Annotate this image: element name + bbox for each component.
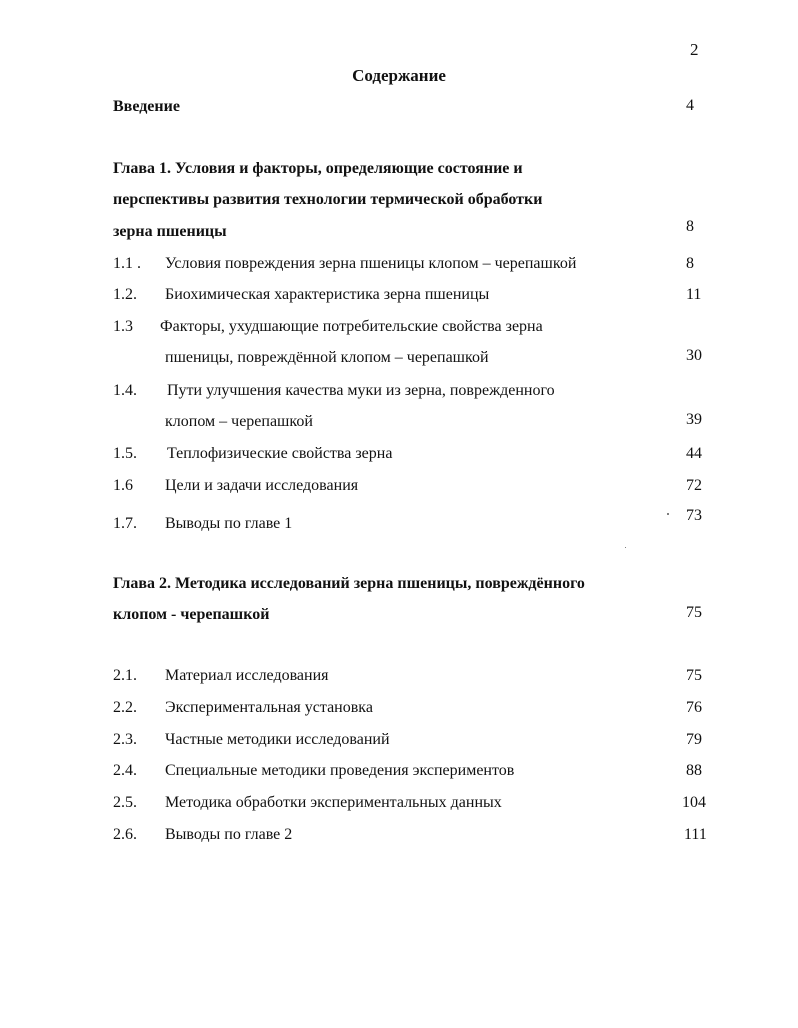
section-title: Пути улучшения качества муки из зерна, поврежденного — [167, 382, 555, 399]
section-page: 73 — [686, 507, 702, 524]
section-number: 1.4. — [113, 382, 137, 399]
section-title: Специальные методики проведения экспериментов — [165, 762, 515, 779]
section-number: 2.3. — [113, 731, 137, 748]
section-number: 2.5. — [113, 794, 137, 811]
section-page: 11 — [686, 286, 702, 303]
section-title-continuation: пшеницы, повреждённой клопом – черепашкой — [165, 349, 489, 366]
scan-speck — [625, 547, 626, 548]
section-title: Материал исследования — [165, 667, 329, 684]
chapter2-title-line: клопом - черепашкой — [113, 606, 270, 623]
section-page: 30 — [686, 347, 702, 364]
scan-speck — [667, 513, 669, 515]
section-title: Выводы по главе 2 — [165, 826, 293, 843]
page-title: Содержание — [352, 66, 446, 85]
section-title: Биохимическая характеристика зерна пшеницы — [165, 286, 490, 303]
chapter2-page: 75 — [686, 604, 702, 621]
section-number: 1.1 . — [113, 255, 141, 272]
section-title: Выводы по главе 1 — [165, 515, 293, 532]
chapter1-title-line: перспективы развития технологии термической обработки — [113, 191, 543, 208]
section-number: 1.6 — [113, 477, 133, 494]
section-number: 1.2. — [113, 286, 137, 303]
section-page: 75 — [686, 667, 702, 684]
section-title: Частные методики исследований — [165, 731, 390, 748]
section-title-continuation: клопом – черепашкой — [165, 413, 313, 430]
section-number: 2.1. — [113, 667, 137, 684]
section-page: 8 — [686, 255, 694, 272]
section-title: Экспериментальная установка — [165, 699, 373, 716]
chapter1-title-line: зерна пшеницы — [113, 223, 227, 240]
section-title: Факторы, ухудшающие потребительские свойства зерна — [160, 318, 543, 335]
section-title: Цели и задачи исследования — [165, 477, 359, 494]
section-page: 44 — [686, 445, 702, 462]
section-number: 1.3 — [113, 318, 133, 335]
section-number: 2.6. — [113, 826, 137, 843]
section-page: 39 — [686, 411, 702, 428]
section-page: 88 — [686, 762, 702, 779]
page-number: 2 — [690, 40, 699, 59]
section-number: 1.7. — [113, 515, 137, 532]
section-number: 2.2. — [113, 699, 137, 716]
section-page: 76 — [686, 699, 702, 716]
section-page: 111 — [684, 826, 707, 843]
intro-page: 4 — [686, 97, 694, 114]
chapter1-page: 8 — [686, 218, 694, 235]
section-title: Методика обработки экспериментальных данных — [165, 794, 502, 811]
section-title: Теплофизические свойства зерна — [167, 445, 393, 462]
section-title: Условия повреждения зерна пшеницы клопом – черепашкой — [165, 255, 577, 272]
chapter2-title-line: Глава 2. Методика исследований зерна пшеницы, повреждённого — [113, 575, 585, 592]
section-page: 79 — [686, 731, 702, 748]
intro-label: Введение — [113, 98, 180, 115]
section-number: 2.4. — [113, 762, 137, 779]
chapter1-title-line: Глава 1. Условия и факторы, определяющие состояние и — [113, 160, 523, 177]
section-page: 104 — [682, 794, 706, 811]
section-number: 1.5. — [113, 445, 137, 462]
section-page: 72 — [686, 477, 702, 494]
